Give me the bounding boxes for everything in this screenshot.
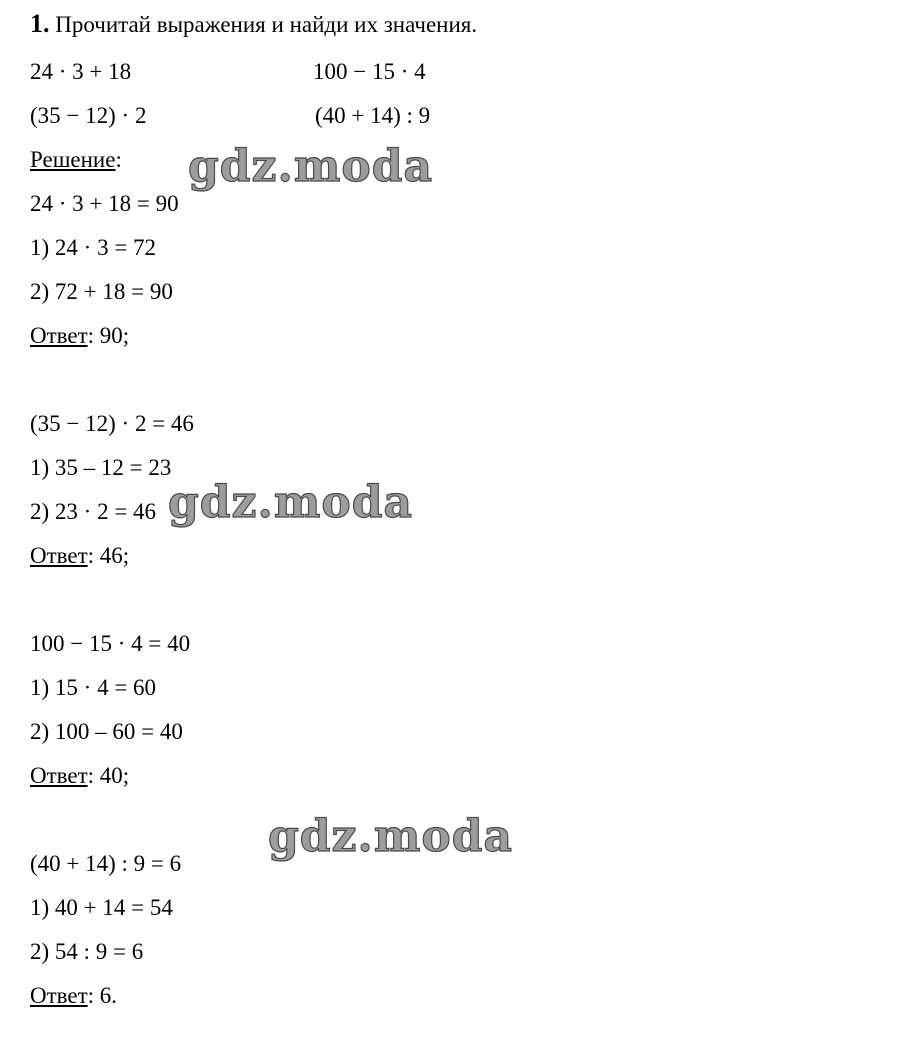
step-2-2: 2) 23 · 2 = 46 (30, 499, 157, 524)
expression-left-2: (35 − 12) · 2 (30, 103, 147, 128)
equation-2: (35 − 12) · 2 = 46 (30, 411, 194, 436)
watermark-logo: gdz.moda (268, 811, 514, 862)
step-1-1: 1) 24 · 3 = 72 (30, 235, 157, 260)
step-1-2: 2) 72 + 18 = 90 (30, 279, 173, 304)
answer-label: Ответ (30, 763, 88, 788)
step-2-1: 1) 35 – 12 = 23 (30, 455, 172, 480)
task-instruction: Прочитай выражения и найди их значения. (55, 12, 478, 37)
equation-4: (40 + 14) : 9 = 6 (30, 851, 182, 876)
solution-heading-label: Решение (30, 147, 116, 172)
answer-value: : 46; (87, 543, 130, 568)
equation-3: 100 − 15 · 4 = 40 (30, 631, 191, 656)
task-header (30, 10, 477, 39)
answer-value: : 6. (87, 983, 118, 1008)
task-number: 1. (30, 9, 50, 38)
answer-value: : 90; (87, 323, 130, 348)
answer-2 (30, 542, 129, 570)
equation-1: 24 · 3 + 18 = 90 (30, 191, 179, 216)
answer-4 (30, 982, 117, 1010)
answer-label: Ответ (30, 323, 88, 348)
watermark-logo: gdz.moda (188, 141, 434, 192)
step-4-2: 2) 54 : 9 = 6 (30, 939, 144, 964)
answer-label: Ответ (30, 543, 88, 568)
step-3-1: 1) 15 · 4 = 60 (30, 675, 157, 700)
answer-3 (30, 762, 129, 790)
watermark-logo: gdz.moda (168, 477, 414, 528)
answer-value: : 40; (87, 763, 130, 788)
expression-right-1: 100 − 15 · 4 (313, 59, 426, 84)
expression-left-1: 24 · 3 + 18 (30, 59, 132, 84)
expression-right-2: (40 + 14) : 9 (315, 103, 431, 128)
step-3-2: 2) 100 – 60 = 40 (30, 719, 183, 744)
answer-1 (30, 322, 129, 350)
answer-label: Ответ (30, 983, 88, 1008)
step-4-1: 1) 40 + 14 = 54 (30, 895, 173, 920)
solution-heading-colon: : (115, 147, 122, 172)
solution-heading (30, 146, 122, 174)
